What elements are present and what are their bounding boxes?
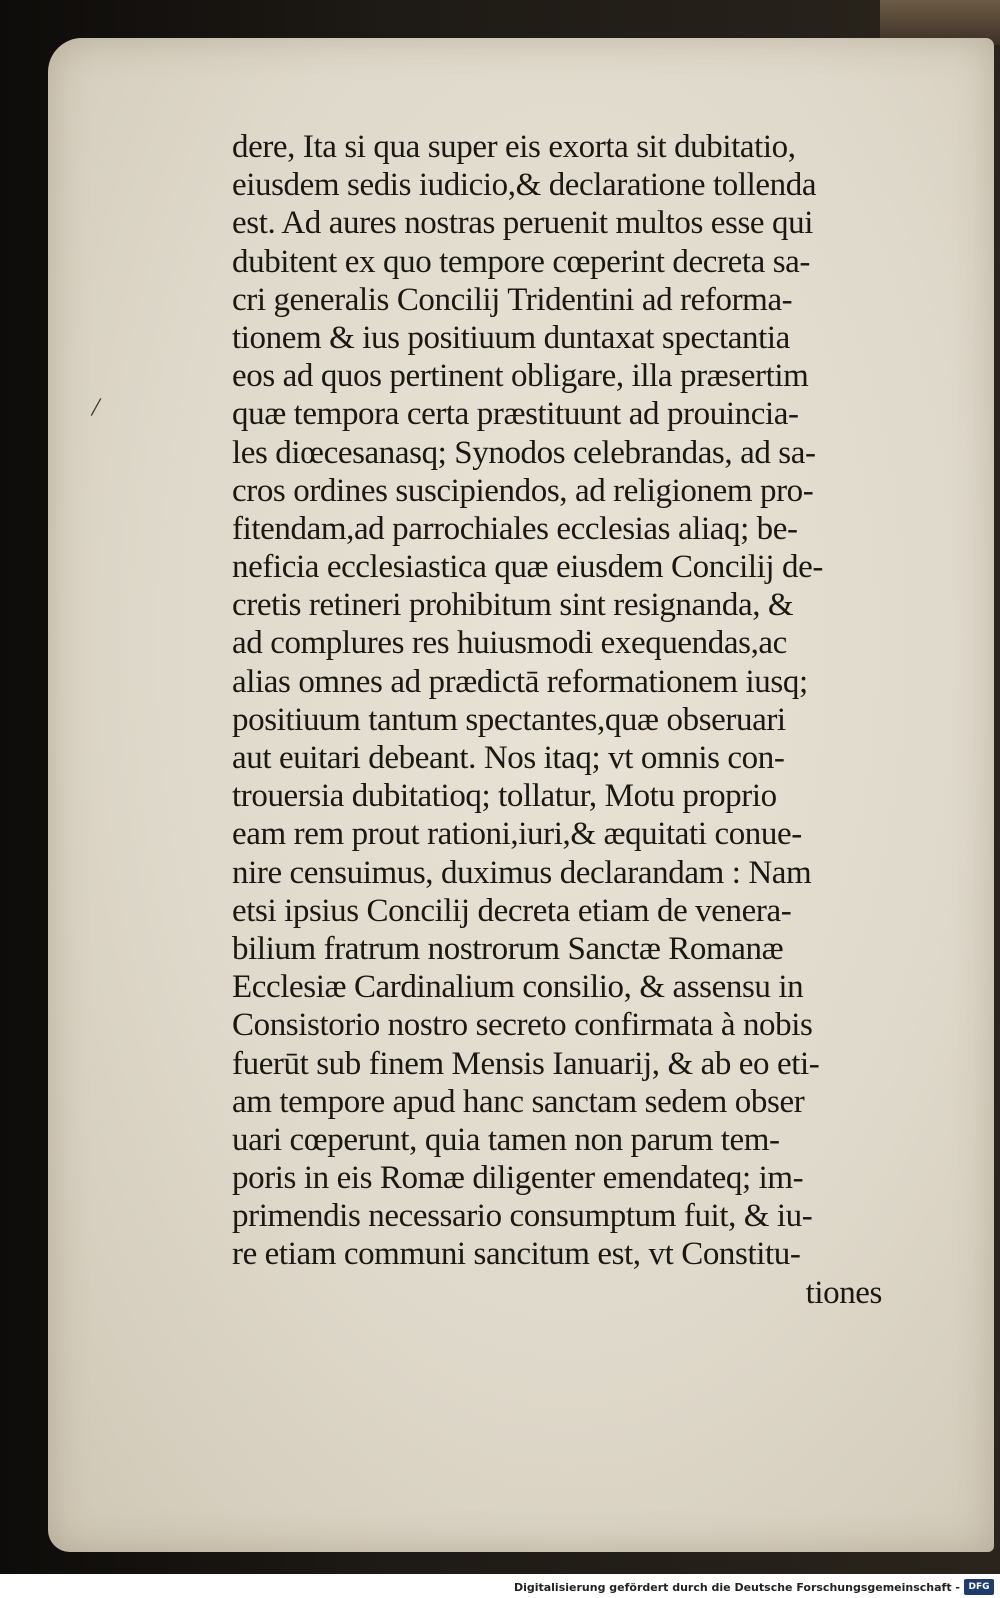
text-line: poris in eis Romæ diligenter emendateq; im- xyxy=(232,1160,804,1197)
text-line: uari cœperunt, quia tamen non parum tem- xyxy=(232,1121,780,1158)
text-line: dere, Ita si qua super eis exorta sit dubitatio, xyxy=(232,129,796,165)
text-line: cros ordines suscipiendos, ad religionem pro- xyxy=(232,472,814,509)
text-line: re etiam communi sancitum est, vt Constitu- xyxy=(232,1236,801,1273)
text-line: dubitent ex quo tempore cœperint decreta sa- xyxy=(232,243,810,280)
text-line: est. Ad aures nostras peruenit multos esse qui xyxy=(232,205,813,242)
text-line: alias omnes ad prædictā reformationem iusq; xyxy=(232,663,808,700)
margin-mark: / xyxy=(89,391,103,424)
text-line: am tempore apud hanc sanctam sedem obser xyxy=(232,1083,805,1120)
text-line: les diœcesanasq; Synodos celebrandas, ad sa- xyxy=(232,434,816,471)
text-line: nire censuimus, duximus declarandam : Nam xyxy=(232,854,812,891)
page-text xyxy=(232,128,922,1312)
text-line: trouersia dubitatioq; tollatur, Motu proprio xyxy=(232,778,777,815)
text-line: eam rem prout rationi,iuri,& æquitati conue- xyxy=(232,816,802,853)
text-line: eos ad quos pertinent obligare, illa præsertim xyxy=(232,358,809,395)
text-line: Consistorio nostro secreto confirmata à nobis xyxy=(232,1007,813,1044)
text-line: tionem & ius positiuum duntaxat spectantia xyxy=(232,319,790,356)
text-line: cretis retineri prohibitum sint resignanda, & xyxy=(232,587,794,624)
text-line: primendis necessario consumptum fuit, & iu- xyxy=(232,1198,813,1235)
text-line: Ecclesiæ Cardinalium consilio, & assensu in xyxy=(232,969,804,1006)
text-line: etsi ipsius Concilij decreta etiam de venera- xyxy=(232,892,792,929)
footer-credit: Digitalisierung gefördert durch die Deutsche Forschungsgemeinschaft - xyxy=(513,1581,960,1594)
text-line: cri generalis Concilij Tridentini ad reforma- xyxy=(232,281,793,318)
text-line: neficia ecclesiastica quæ eiusdem Concilij de- xyxy=(232,549,823,586)
text-line: bilium fratrum nostrorum Sanctæ Romanæ xyxy=(232,930,784,967)
text-line: fitendam,ad parrochiales ecclesias aliaq; be- xyxy=(232,510,798,547)
text-line: ad complures res huiusmodi exequendas,ac xyxy=(232,625,787,662)
text-line: eiusdem sedis iudicio,& declaratione tollenda xyxy=(232,167,817,204)
text-line: aut euitari debeant. Nos itaq; vt omnis con- xyxy=(232,740,785,776)
text-line: fuerūt sub finem Mensis Ianuarij, & ab eo eti- xyxy=(232,1045,820,1082)
catchword: tiones xyxy=(805,1274,882,1311)
dfg-logo: DFG xyxy=(964,1579,994,1595)
footer-bar xyxy=(0,1574,1000,1598)
text-line: quæ tempora certa præstituunt ad prouincia- xyxy=(232,396,799,433)
text-line: positiuum tantum spectantes,quæ obseruari xyxy=(232,701,786,738)
